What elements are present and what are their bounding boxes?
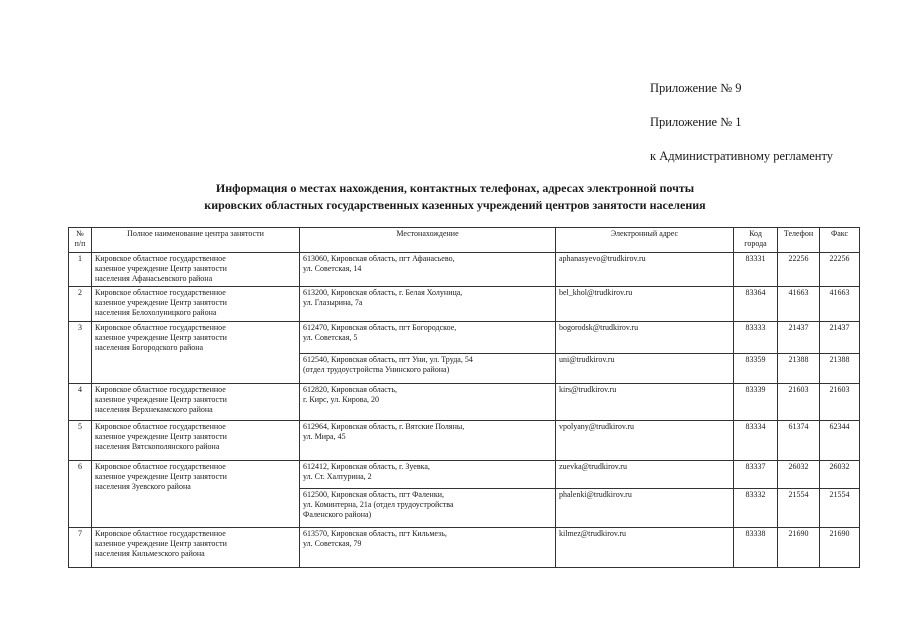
center-name-line: населения Афанасьевского района <box>95 274 213 283</box>
address-line: ул. Глазырина, 7а <box>303 298 363 307</box>
center-name <box>92 461 300 528</box>
title-line-2: кировских областных государственных казенных учреждений центров занятости населения <box>204 198 706 212</box>
center-name-line: Кировское областное государственное <box>95 254 226 263</box>
center-name-line: казенное учреждение Центр занятости <box>95 472 227 481</box>
phone-number: 21437 <box>778 322 820 354</box>
address-line: ул. Ст. Халтурина, 2 <box>303 472 372 481</box>
email-address: kirs@trudkirov.ru <box>556 384 734 421</box>
table-row <box>69 528 860 568</box>
header-phone: Телефон <box>778 228 820 253</box>
center-name-line: населения Верхнекамского района <box>95 405 213 414</box>
center-name-line: казенное учреждение Центр занятости <box>95 333 227 342</box>
address <box>300 461 556 489</box>
city-code: 83359 <box>734 354 778 384</box>
center-name-line: Кировское областное государственное <box>95 385 226 394</box>
address-line: 612412, Кировская область, г. Зуевка, <box>303 462 430 471</box>
address-line: г. Кирс, ул. Кирова, 20 <box>303 395 380 404</box>
center-name-line: казенное учреждение Центр занятости <box>95 432 227 441</box>
header-email: Электронный адрес <box>556 228 734 253</box>
document-title <box>60 180 850 214</box>
address-line: 612964, Кировская область, г. Вятские Поляны, <box>303 422 465 431</box>
annex-number-1: Приложение № 1 <box>650 115 742 129</box>
address-line: ул. Советская, 14 <box>303 264 362 273</box>
center-name-line: Кировское областное государственное <box>95 529 226 538</box>
center-name-line: Кировское областное государственное <box>95 422 226 431</box>
phone-number: 61374 <box>778 421 820 461</box>
fax-number: 22256 <box>820 253 860 287</box>
annex-number-9: Приложение № 9 <box>650 81 742 95</box>
table-row <box>69 322 860 354</box>
city-code: 83333 <box>734 322 778 354</box>
city-code: 83331 <box>734 253 778 287</box>
fax-number: 21603 <box>820 384 860 421</box>
center-name-line: Кировское областное государственное <box>95 323 226 332</box>
header-location: Местонахождение <box>300 228 556 253</box>
email-address: zuevka@trudkirov.ru <box>556 461 734 489</box>
annex-regulation: к Административному регламенту <box>650 149 834 163</box>
row-number: 1 <box>69 253 92 287</box>
table-header-row <box>69 228 860 253</box>
table-row <box>69 421 860 461</box>
address-line: 613570, Кировская область, пгт Кильмезь, <box>303 529 447 538</box>
address-line: ул. Мира, 45 <box>303 432 346 441</box>
row-number: 7 <box>69 528 92 568</box>
email-address: aphanasyevo@trudkirov.ru <box>556 253 734 287</box>
fax-number: 62344 <box>820 421 860 461</box>
fax-number: 21690 <box>820 528 860 568</box>
fax-number: 21388 <box>820 354 860 384</box>
title-line-1: Информация о местах нахождения, контактных телефонах, адресах электронной почты <box>215 181 695 195</box>
phone-number: 22256 <box>778 253 820 287</box>
center-name <box>92 287 300 322</box>
center-name-line: Кировское областное государственное <box>95 288 226 297</box>
row-number: 4 <box>69 384 92 421</box>
center-name <box>92 384 300 421</box>
city-code: 83338 <box>734 528 778 568</box>
email-address: bel_khol@trudkirov.ru <box>556 287 734 322</box>
fax-number: 21437 <box>820 322 860 354</box>
row-number: 6 <box>69 461 92 528</box>
address-line: 612820, Кировская область, <box>303 385 398 394</box>
table-row <box>69 384 860 421</box>
address-line: 613060, Кировская область, пгт Афанасьево, <box>303 254 455 263</box>
address-line: 612500, Кировская область, пгт Фаленки, <box>303 490 444 499</box>
city-code: 83334 <box>734 421 778 461</box>
address <box>300 287 556 322</box>
city-code: 83339 <box>734 384 778 421</box>
center-name <box>92 253 300 287</box>
table-row <box>69 253 860 287</box>
center-name-line: населения Зуевского района <box>95 482 191 491</box>
header-code-line: Код <box>749 229 762 238</box>
row-number: 2 <box>69 287 92 322</box>
center-name-line: казенное учреждение Центр занятости <box>95 298 227 307</box>
phone-number: 21603 <box>778 384 820 421</box>
email-address: uni@trudkirov.ru <box>556 354 734 384</box>
header-num <box>69 228 92 253</box>
email-address: kilmez@trudkirov.ru <box>556 528 734 568</box>
center-name-line: казенное учреждение Центр занятости <box>95 539 227 548</box>
phone-number: 41663 <box>778 287 820 322</box>
address-line: 612540, Кировская область, пгт Уни, ул. Труда, 54 <box>303 355 473 364</box>
header-num-line: № <box>76 229 84 238</box>
table-row <box>69 287 860 322</box>
center-name-line: казенное учреждение Центр занятости <box>95 395 227 404</box>
fax-number: 26032 <box>820 461 860 489</box>
email-address: phalenki@trudkirov.ru <box>556 489 734 528</box>
row-number: 5 <box>69 421 92 461</box>
header-fax: Факс <box>820 228 860 253</box>
phone-number: 21554 <box>778 489 820 528</box>
center-name-line: населения Кильмезского района <box>95 549 205 558</box>
address <box>300 528 556 568</box>
address <box>300 253 556 287</box>
center-name-line: населения Богородского района <box>95 343 204 352</box>
fax-number: 21554 <box>820 489 860 528</box>
center-name-line: казенное учреждение Центр занятости <box>95 264 227 273</box>
phone-number: 26032 <box>778 461 820 489</box>
address <box>300 384 556 421</box>
address-line: Фаленского района) <box>303 510 372 519</box>
email-address: bogorodsk@trudkirov.ru <box>556 322 734 354</box>
header-name: Полное наименование центра занятости <box>92 228 300 253</box>
center-name <box>92 322 300 384</box>
address-line: 613200, Кировская область, г. Белая Холуница, <box>303 288 463 297</box>
center-name-line: населения Белохолуницкого района <box>95 308 217 317</box>
center-name-line: населения Вятскополянского района <box>95 442 220 451</box>
address <box>300 489 556 528</box>
address <box>300 322 556 354</box>
table-row <box>69 461 860 489</box>
city-code: 83332 <box>734 489 778 528</box>
city-code: 83364 <box>734 287 778 322</box>
header-num-line: п/п <box>74 239 86 248</box>
address-line: ул. Советская, 5 <box>303 333 358 342</box>
header-code-line: города <box>744 239 767 248</box>
address-line: 612470, Кировская область, пгт Богородское, <box>303 323 457 332</box>
address-line: ул. Советская, 79 <box>303 539 362 548</box>
email-address: vpolyany@trudkirov.ru <box>556 421 734 461</box>
address <box>300 354 556 384</box>
address <box>300 421 556 461</box>
center-name <box>92 421 300 461</box>
row-number: 3 <box>69 322 92 384</box>
center-name <box>92 528 300 568</box>
phone-number: 21690 <box>778 528 820 568</box>
header-code <box>734 228 778 253</box>
table-body <box>69 253 860 568</box>
employment-centers-table <box>68 227 860 568</box>
center-name-line: Кировское областное государственное <box>95 462 226 471</box>
fax-number: 41663 <box>820 287 860 322</box>
address-line: ул. Коминтерна, 21а (отдел трудоустройства <box>303 500 454 509</box>
phone-number: 21388 <box>778 354 820 384</box>
city-code: 83337 <box>734 461 778 489</box>
address-line: (отдел трудоустройства Унинского района) <box>303 365 450 374</box>
